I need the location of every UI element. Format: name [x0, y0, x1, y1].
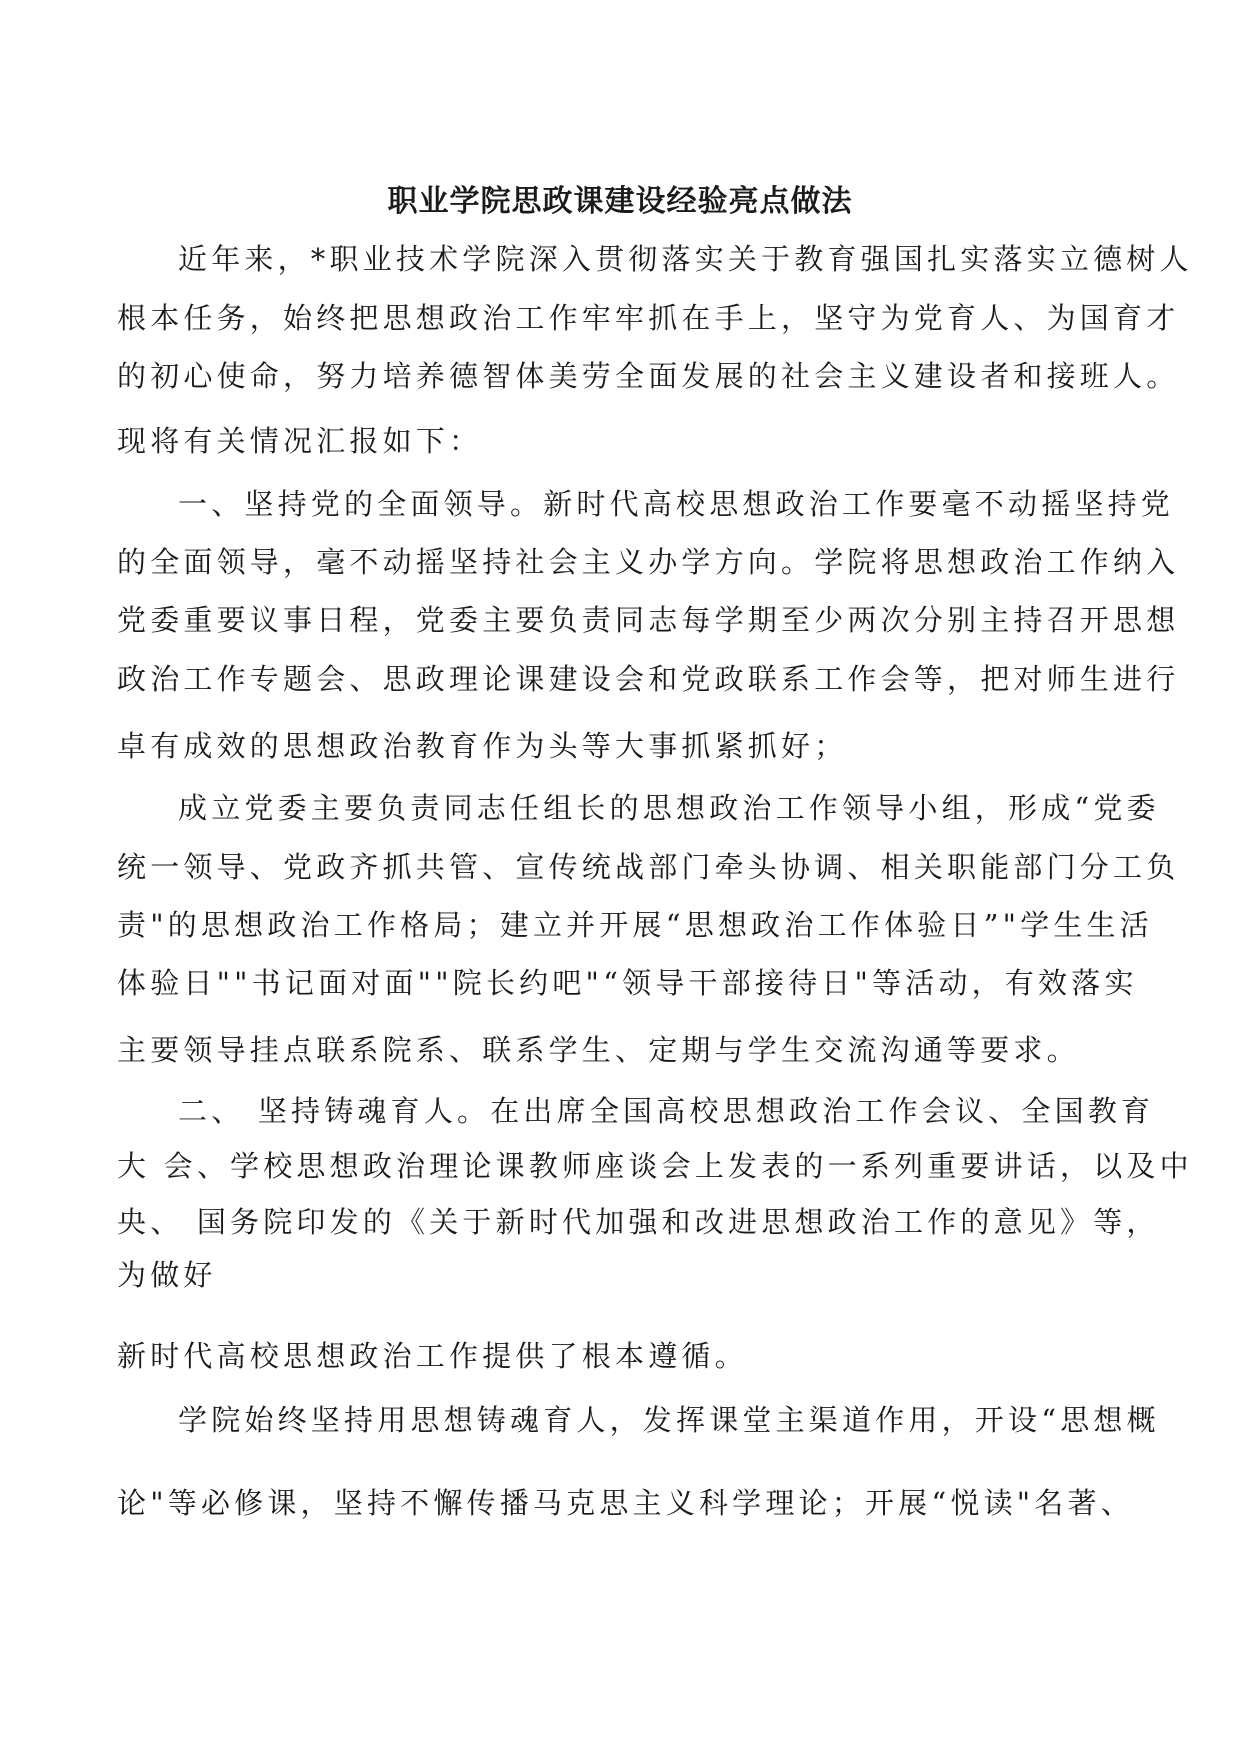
paragraph-line: 体验日""书记面对面""院长约吧"“领导干部接待日"等活动，有效落实	[117, 966, 1138, 1000]
paragraph-line: 二、 坚持铸魂育人。在出席全国高校思想政治工作会议、全国教育	[178, 1094, 1155, 1128]
paragraph-line: 党委重要议事日程，党委主要负责同志每学期至少两次分别主持召开思想	[117, 603, 1180, 637]
paragraph-line: 现将有关情况汇报如下：	[117, 424, 483, 458]
paragraph-line: 一、坚持党的全面领导。新时代高校思想政治工作要毫不动摇坚持党	[178, 487, 1175, 521]
paragraph-line: 根本任务，始终把思想政治工作牢牢抓在手上，坚守为党育人、为国育才	[117, 301, 1180, 335]
paragraph-line: 大 会、学校思想政治理论课教师座谈会上发表的一系列重要讲话，以及中	[117, 1149, 1193, 1183]
paragraph-line: 主要领导挂点联系院系、联系学生、定期与学生交流沟通等要求。	[117, 1033, 1080, 1067]
paragraph-line: 统一领导、党政齐抓共管、宣传统战部门牵头协调、相关职能部门分工负	[117, 850, 1180, 884]
paragraph-line: 为做好	[117, 1258, 217, 1292]
paragraph-line: 的初心使命，努力培养德智体美劳全面发展的社会主义建设者和接班人。	[117, 359, 1180, 393]
paragraph-line: 的全面领导，毫不动摇坚持社会主义办学方向。学院将思想政治工作纳入	[117, 545, 1180, 579]
paragraph-line: 成立党委主要负责同志任组长的思想政治工作领导小组，形成“党委	[178, 791, 1160, 825]
paragraph-line: 近年来，*职业技术学院深入贯彻落实关于教育强国扎实落实立德树人	[178, 242, 1193, 276]
paragraph-line: 卓有成效的思想政治教育作为头等大事抓紧抓好；	[117, 729, 848, 763]
paragraph-line: 论"等必修课，坚持不懈传播马克思主义科学理论；开展“悦读"名著、	[117, 1486, 1134, 1520]
paragraph-line: 学院始终坚持用思想铸魂育人，发挥课堂主渠道作用，开设“思想概	[178, 1403, 1160, 1437]
paragraph-line: 新时代高校思想政治工作提供了根本遵循。	[117, 1339, 748, 1373]
paragraph-line: 央、 国务院印发的《关于新时代加强和改进思想政治工作的意见》等，	[117, 1205, 1160, 1239]
document-title: 职业学院思政课建设经验亮点做法	[387, 184, 853, 219]
paragraph-line: 政治工作专题会、思政理论课建设会和党政联系工作会等，把对师生进行	[117, 662, 1180, 696]
paragraph-line: 责"的思想政治工作格局；建立并开展“思想政治工作体验日”"学生生活	[117, 908, 1153, 942]
